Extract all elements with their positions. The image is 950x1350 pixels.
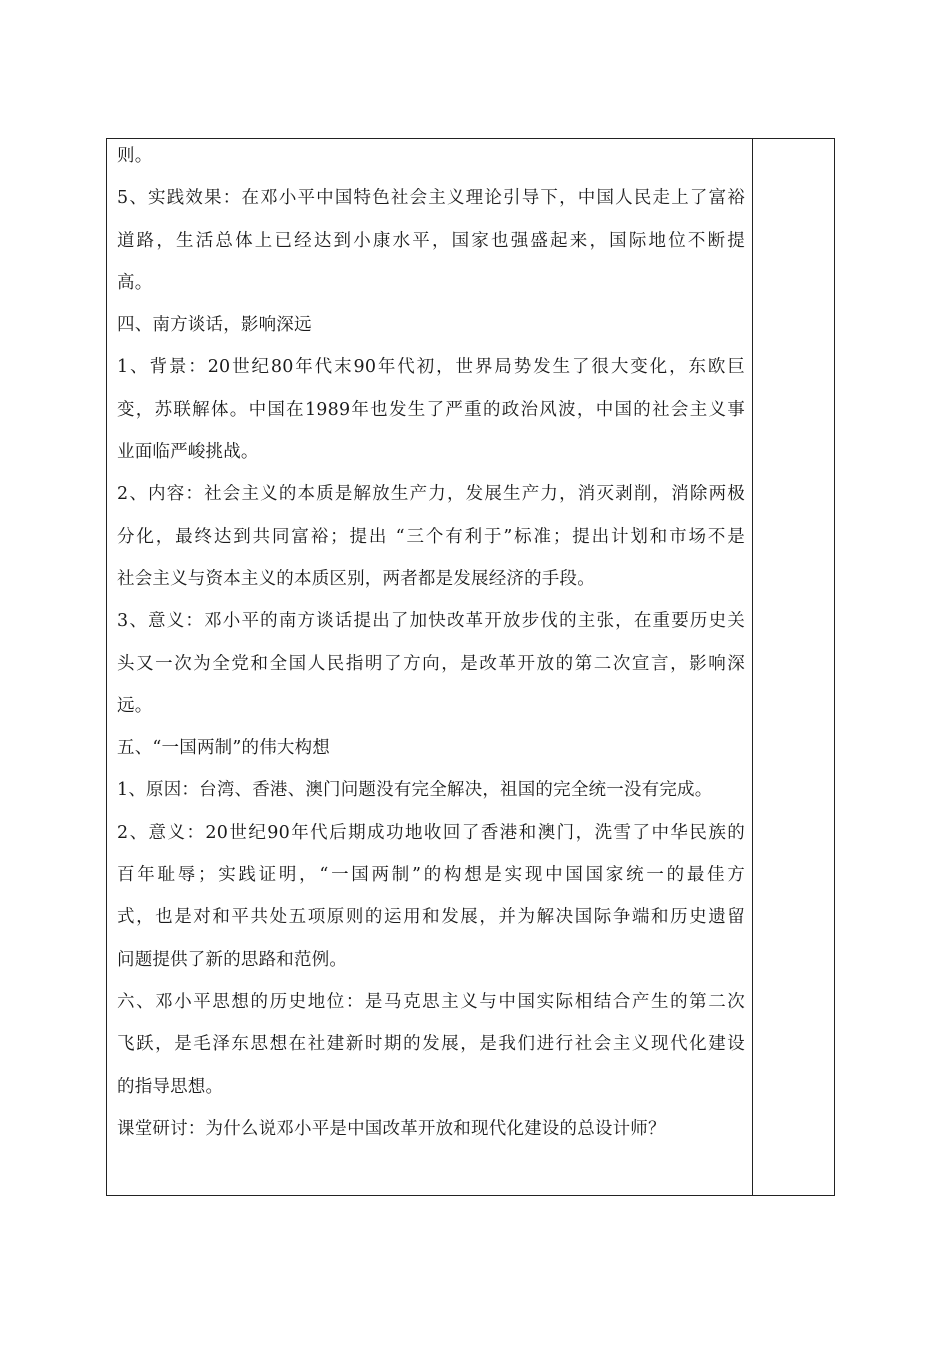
- text-line: 五、“一国两制”的伟大构想: [117, 738, 330, 759]
- text-line: 道路，生活总体上已经达到小康水平，国家也强盛起来，国际地位不断提: [117, 230, 745, 251]
- text-line: 分化，最终达到共同富裕；提出 “三个有利于”标准；提出计划和市场不是: [117, 526, 745, 547]
- text-line: 1、原因：台湾、香港、澳门问题没有完全解决，祖国的完全统一没有完成。: [117, 780, 713, 801]
- document-table: [106, 138, 835, 1196]
- text-line: 业面临严峻挑战。: [117, 442, 259, 463]
- text-line: 远。: [117, 695, 153, 716]
- column-divider: [752, 139, 753, 1195]
- text-line: 百年耻辱；实践证明，“一国两制”的构想是实现中国国家统一的最佳方: [117, 865, 745, 886]
- text-line: 问题提供了新的思路和范例。: [117, 949, 348, 970]
- text-line: 5、实践效果：在邓小平中国特色社会主义理论引导下，中国人民走上了富裕: [117, 188, 745, 209]
- text-line: 3、意义：邓小平的南方谈话提出了加快改革开放步伐的主张，在重要历史关: [117, 611, 745, 632]
- text-line: 六、邓小平思想的历史地位：是马克思主义与中国实际相结合产生的第二次: [117, 991, 745, 1012]
- text-line: 变，苏联解体。中国在1989年也发生了严重的政治风波，中国的社会主义事: [117, 399, 745, 420]
- text-line: 社会主义与资本主义的本质区别，两者都是发展经济的手段。: [117, 568, 595, 589]
- text-line: 的指导思想。: [117, 1076, 224, 1097]
- text-line: 高。: [117, 272, 153, 293]
- text-line: 2、内容：社会主义的本质是解放生产力，发展生产力，消灭剥削，消除两极: [117, 484, 745, 505]
- text-line: 四、南方谈话，影响深远: [117, 315, 312, 336]
- text-line: 飞跃，是毛泽东思想在社建新时期的发展，是我们进行社会主义现代化建设: [117, 1034, 745, 1055]
- main-content-cell: [117, 139, 745, 1154]
- text-line: 2、意义：20世纪90年代后期成功地收回了香港和澳门，洗雪了中华民族的: [117, 822, 745, 843]
- text-line: 则。: [117, 146, 153, 166]
- text-line: 1、背景：20世纪80年代末90年代初，世界局势发生了很大变化，东欧巨: [117, 357, 745, 378]
- text-line: 课堂研讨：为什么说邓小平是中国改革开放和现代化建设的总设计师？: [117, 1118, 666, 1139]
- text-line: 头又一次为全党和全国人民指明了方向，是改革开放的第二次宣言，影响深: [117, 653, 745, 674]
- text-line: 式，也是对和平共处五项原则的运用和发展，并为解决国际争端和历史遗留: [117, 907, 745, 928]
